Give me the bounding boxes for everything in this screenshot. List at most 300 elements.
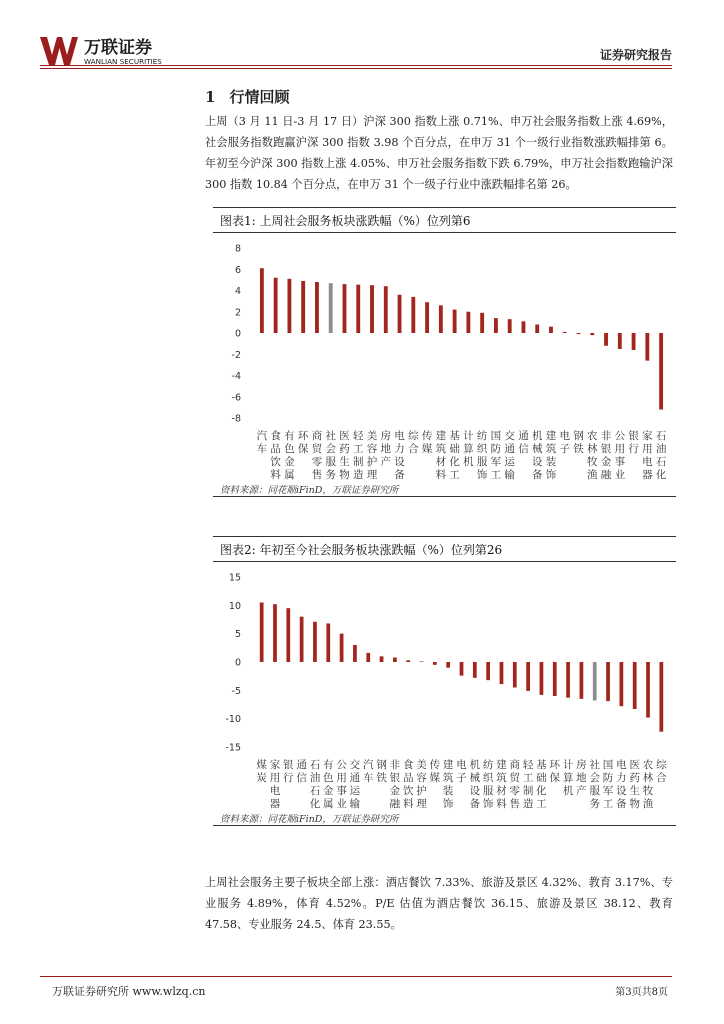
bar xyxy=(604,333,608,346)
bar xyxy=(380,656,384,662)
y-tick-label: 4 xyxy=(234,286,241,297)
x-tick-char: 林 xyxy=(587,443,598,455)
x-tick-char: 础 xyxy=(449,443,460,455)
x-tick-char: 商 xyxy=(311,430,323,442)
bar xyxy=(580,662,584,699)
bar xyxy=(420,661,424,662)
x-tick-char: 车 xyxy=(256,443,268,455)
x-tick-label xyxy=(257,430,268,455)
x-tick-char: 融 xyxy=(600,469,612,481)
bar xyxy=(535,325,539,334)
x-tick-char: 防 xyxy=(602,772,614,784)
x-tick-char: 设 xyxy=(469,785,481,797)
x-tick-char: 建 xyxy=(496,759,507,771)
x-tick-char: 材 xyxy=(496,785,507,797)
x-tick-char: 子 xyxy=(559,443,570,455)
bar xyxy=(326,623,330,662)
bar xyxy=(553,662,557,696)
x-tick-label xyxy=(296,759,307,784)
x-tick-char: 械 xyxy=(469,772,481,784)
x-tick-char: 生 xyxy=(339,456,350,468)
x-tick-char: 售 xyxy=(311,469,323,481)
x-tick-char: 合 xyxy=(408,443,419,455)
x-tick-char: 防 xyxy=(490,443,502,455)
section-title-text: 行情回顾 xyxy=(229,88,290,106)
bar xyxy=(494,318,498,333)
x-tick-char: 药 xyxy=(339,443,350,455)
x-tick-label xyxy=(550,759,561,784)
x-tick-char: 国 xyxy=(490,430,502,442)
x-tick-char: 牧 xyxy=(642,785,654,797)
bar xyxy=(513,662,517,688)
x-tick-label xyxy=(449,429,460,481)
x-tick-char: 业 xyxy=(614,469,626,481)
x-tick-char: 生 xyxy=(629,785,640,797)
x-tick-char: 环 xyxy=(549,759,561,771)
x-tick-char: 钢 xyxy=(376,759,387,771)
x-tick-char: 社 xyxy=(589,759,600,771)
x-tick-char: 工 xyxy=(353,443,364,455)
footer-divider xyxy=(40,976,672,977)
x-tick-char: 铁 xyxy=(573,443,584,455)
chart-weekly-change xyxy=(213,207,676,497)
bar xyxy=(343,284,347,333)
report-type-label: 证券研究报告 xyxy=(599,48,672,62)
x-tick-char: 会 xyxy=(325,443,336,455)
x-tick-label xyxy=(416,758,427,810)
x-tick-char: 备 xyxy=(394,469,405,481)
x-tick-label xyxy=(376,758,387,784)
x-tick-char: 化 xyxy=(655,469,667,481)
x-tick-char: 事 xyxy=(614,456,626,468)
x-tick-label xyxy=(298,430,309,455)
x-tick-char: 饰 xyxy=(545,469,557,481)
x-tick-char: 备 xyxy=(531,469,543,481)
x-tick-label xyxy=(496,758,507,810)
x-tick-char: 油 xyxy=(309,772,321,784)
x-tick-char: 炭 xyxy=(256,772,267,784)
x-tick-char: 筑 xyxy=(442,772,454,784)
x-tick-label xyxy=(603,759,614,810)
x-tick-label xyxy=(443,758,454,810)
x-tick-char: 用 xyxy=(336,772,347,784)
x-tick-label xyxy=(284,429,295,481)
x-tick-label xyxy=(576,758,587,797)
x-tick-char: 金 xyxy=(323,785,334,797)
x-tick-char: 工 xyxy=(522,772,534,784)
x-tick-char: 容 xyxy=(366,443,378,455)
bar xyxy=(618,333,622,349)
x-tick-label xyxy=(510,758,521,810)
bar xyxy=(433,662,437,665)
x-tick-label xyxy=(587,429,598,481)
x-tick-char: 售 xyxy=(509,798,521,810)
x-tick-char: 零 xyxy=(509,785,521,797)
x-tick-label xyxy=(616,758,627,810)
x-tick-char: 公 xyxy=(614,430,626,442)
x-tick-char: 家 xyxy=(642,430,653,442)
x-tick-char: 服 xyxy=(476,456,488,468)
bar xyxy=(370,285,374,333)
footer-left: 万联证券研究所 www.wlzq.cn xyxy=(52,985,206,998)
x-tick-char: 环 xyxy=(297,430,309,442)
x-tick-char: 物 xyxy=(629,798,640,810)
x-tick-char: 渔 xyxy=(642,798,654,810)
x-tick-char: 贸 xyxy=(509,772,521,784)
x-tick-char: 属 xyxy=(323,798,334,810)
x-tick-char: 理 xyxy=(366,469,378,481)
bar xyxy=(356,285,360,333)
x-tick-char: 化 xyxy=(536,785,547,797)
x-tick-char: 交 xyxy=(349,759,361,771)
x-tick-char: 媒 xyxy=(429,772,441,784)
bar xyxy=(398,295,402,333)
bar xyxy=(633,662,637,709)
x-tick-char: 食 xyxy=(270,430,281,442)
x-tick-char: 子 xyxy=(456,772,467,784)
x-tick-char: 电 xyxy=(456,759,467,771)
x-tick-label xyxy=(363,759,374,784)
x-tick-char: 织 xyxy=(476,443,488,455)
bar xyxy=(593,662,597,700)
x-tick-char: 力 xyxy=(394,443,405,455)
x-tick-char: 贸 xyxy=(311,443,323,455)
x-tick-char: 制 xyxy=(522,785,534,797)
bar xyxy=(425,302,429,333)
bar xyxy=(313,622,317,662)
chart1-plot xyxy=(213,234,676,484)
x-tick-label xyxy=(350,758,361,810)
x-tick-char: 公 xyxy=(336,759,347,771)
bar xyxy=(466,312,470,333)
x-tick-char: 机 xyxy=(463,456,474,468)
x-tick-char: 织 xyxy=(482,772,494,784)
y-tick-label: -4 xyxy=(231,371,241,382)
x-tick-label xyxy=(656,430,667,481)
x-tick-label xyxy=(546,429,557,481)
x-tick-char: 保 xyxy=(297,443,309,455)
x-tick-label xyxy=(601,429,612,481)
x-tick-label xyxy=(563,758,574,797)
x-tick-label xyxy=(336,759,347,810)
x-tick-char: 品 xyxy=(270,443,281,455)
x-tick-char: 工 xyxy=(490,469,502,481)
x-tick-char: 事 xyxy=(336,785,347,797)
x-tick-char: 备 xyxy=(469,798,481,810)
x-tick-char: 料 xyxy=(402,798,414,810)
x-tick-char: 电 xyxy=(559,430,570,442)
x-tick-label xyxy=(536,758,547,810)
x-tick-label xyxy=(643,758,654,810)
x-tick-char: 钢 xyxy=(573,430,584,442)
chart2-plot xyxy=(213,563,676,813)
x-tick-char: 医 xyxy=(629,759,640,771)
x-tick-label xyxy=(270,429,281,481)
x-tick-char: 工 xyxy=(602,798,614,810)
bar xyxy=(287,279,291,333)
bar xyxy=(500,662,504,684)
x-tick-char: 备 xyxy=(616,798,627,810)
x-tick-char: 银 xyxy=(600,443,612,455)
x-tick-char: 轻 xyxy=(353,430,364,442)
x-tick-char: 建 xyxy=(442,759,454,771)
bar xyxy=(384,286,388,333)
header-divider xyxy=(40,65,672,66)
bar xyxy=(274,278,278,333)
x-tick-char: 纺 xyxy=(476,430,488,442)
x-tick-char: 用 xyxy=(269,772,281,784)
x-tick-char: 油 xyxy=(655,443,667,455)
x-tick-char: 饮 xyxy=(270,456,281,468)
x-tick-char: 铁 xyxy=(376,772,387,784)
x-tick-char: 工 xyxy=(536,798,547,810)
bar xyxy=(393,657,397,662)
x-tick-label xyxy=(456,758,467,784)
x-tick-char: 机 xyxy=(469,759,481,771)
bar xyxy=(590,333,594,335)
section-number: 1 xyxy=(205,88,216,106)
bar xyxy=(273,604,277,662)
x-tick-label xyxy=(629,759,640,810)
x-tick-char: 信 xyxy=(296,772,307,784)
x-tick-char: 服 xyxy=(325,456,336,468)
x-tick-char: 电 xyxy=(269,785,281,797)
bar xyxy=(260,603,264,663)
logo-cn-text: 万联证券 xyxy=(84,38,152,58)
x-tick-label xyxy=(463,429,474,468)
x-tick-char: 输 xyxy=(349,798,361,810)
x-tick-char: 物 xyxy=(339,469,350,481)
chart2-title: 图表2: 年初至今社会服务板块涨跌幅（%）位列第26 xyxy=(220,543,503,557)
x-tick-char: 工 xyxy=(449,469,460,481)
x-tick-label xyxy=(470,758,481,810)
bar xyxy=(329,283,333,333)
x-tick-char: 银 xyxy=(628,430,639,442)
x-tick-char: 基 xyxy=(449,430,460,442)
x-tick-label xyxy=(367,429,378,481)
x-tick-char: 算 xyxy=(562,772,574,784)
x-tick-char: 服 xyxy=(589,785,600,797)
x-tick-label xyxy=(310,759,321,810)
x-tick-label xyxy=(504,429,515,481)
x-tick-char: 银 xyxy=(389,772,401,784)
bar xyxy=(486,662,490,680)
bar xyxy=(577,333,581,334)
x-tick-char: 零 xyxy=(311,456,323,468)
x-tick-char: 通 xyxy=(518,430,529,442)
x-tick-char: 运 xyxy=(349,785,361,797)
bar xyxy=(522,321,526,333)
x-tick-label xyxy=(353,430,364,481)
x-tick-char: 基 xyxy=(536,759,547,771)
x-tick-char: 食 xyxy=(402,759,414,771)
bar xyxy=(460,662,464,676)
x-tick-label xyxy=(422,429,433,455)
bar xyxy=(549,327,553,333)
x-tick-char: 农 xyxy=(642,759,654,771)
x-tick-char: 色 xyxy=(323,772,334,784)
bar xyxy=(286,608,290,662)
x-tick-char: 护 xyxy=(366,456,378,468)
x-tick-char: 行 xyxy=(628,443,639,455)
x-tick-char: 合 xyxy=(656,772,667,784)
x-tick-char: 饮 xyxy=(402,785,414,797)
x-tick-char: 算 xyxy=(463,443,474,455)
x-tick-char: 器 xyxy=(269,798,281,810)
bar xyxy=(508,319,512,333)
bar xyxy=(406,660,410,662)
x-tick-char: 产 xyxy=(576,785,587,797)
x-tick-char: 料 xyxy=(435,469,447,481)
x-tick-char: 融 xyxy=(389,798,401,810)
y-tick-label: 10 xyxy=(228,600,241,612)
x-tick-label xyxy=(491,430,502,481)
x-tick-label xyxy=(477,429,488,481)
x-tick-char: 制 xyxy=(353,456,364,468)
x-tick-char: 农 xyxy=(587,430,598,442)
x-tick-label xyxy=(615,430,626,481)
x-tick-char: 媒 xyxy=(421,443,433,455)
x-tick-char: 运 xyxy=(504,456,515,468)
chart1-title: 图表1: 上周社会服务板块涨跌幅（%）位列第6 xyxy=(220,214,471,228)
x-tick-char: 医 xyxy=(339,430,350,442)
x-tick-char: 石 xyxy=(309,759,321,771)
bar xyxy=(300,617,304,662)
x-tick-char: 地 xyxy=(576,772,587,784)
x-tick-char: 务 xyxy=(325,469,336,481)
x-tick-char: 材 xyxy=(435,456,447,468)
x-tick-label xyxy=(270,758,281,810)
x-tick-char: 通 xyxy=(504,443,515,455)
bar xyxy=(526,662,530,691)
x-tick-char: 林 xyxy=(642,772,654,784)
x-tick-char: 筑 xyxy=(435,443,447,455)
x-tick-label xyxy=(283,758,294,784)
x-tick-label xyxy=(430,758,441,784)
x-tick-char: 属 xyxy=(284,469,295,481)
x-tick-char: 机 xyxy=(562,785,574,797)
x-tick-char: 计 xyxy=(463,430,474,442)
x-tick-label xyxy=(408,429,419,455)
subsector-paragraph: 上周社会服务主要子板块全部上涨：酒店餐饮 7.33%、旅游及景区 4.32%、教育 3.17%、专业服务 4.89%，体育 4.52%。P/E 估值为酒店餐饮 36.15、旅游及景区 38.12、教育 47.58、专业服务 24.5、体育 23.55。 xyxy=(205,876,673,931)
bar xyxy=(645,333,649,361)
chart-ytd-change xyxy=(213,536,676,826)
x-tick-char: 交 xyxy=(504,430,515,442)
x-tick-label xyxy=(532,429,543,481)
bar xyxy=(646,662,650,718)
x-tick-char: 造 xyxy=(353,469,364,481)
x-tick-char: 建 xyxy=(545,430,557,442)
x-tick-label xyxy=(560,429,571,455)
x-tick-char: 机 xyxy=(531,430,543,442)
x-tick-char: 渔 xyxy=(587,469,598,481)
x-tick-char: 会 xyxy=(589,772,600,784)
y-tick-label: -10 xyxy=(225,714,241,726)
x-tick-char: 药 xyxy=(629,772,640,784)
x-tick-char: 础 xyxy=(536,772,547,784)
x-tick-char: 通 xyxy=(296,759,307,771)
x-tick-char: 保 xyxy=(549,772,561,784)
x-tick-char: 汽 xyxy=(256,430,268,442)
x-tick-char: 金 xyxy=(389,785,401,797)
y-tick-label: -6 xyxy=(231,392,241,404)
x-tick-char: 传 xyxy=(421,430,433,442)
x-tick-char: 饰 xyxy=(476,469,488,481)
chart1-title-divider xyxy=(213,232,676,233)
chart2-title-divider xyxy=(213,561,676,562)
x-tick-char: 设 xyxy=(616,785,627,797)
x-tick-char: 信 xyxy=(518,443,529,455)
x-tick-char: 品 xyxy=(402,772,414,784)
x-tick-char: 用 xyxy=(614,443,626,455)
y-tick-label: 5 xyxy=(234,629,241,641)
x-tick-label xyxy=(381,429,392,468)
bar xyxy=(473,662,477,678)
x-tick-char: 计 xyxy=(562,759,574,771)
x-tick-char: 筑 xyxy=(496,772,507,784)
x-tick-label xyxy=(518,430,529,455)
x-tick-char: 通 xyxy=(349,772,361,784)
x-tick-char: 房 xyxy=(380,430,392,442)
x-tick-char: 服 xyxy=(482,785,494,797)
x-tick-char: 房 xyxy=(576,759,587,771)
y-tick-label: 2 xyxy=(234,307,241,319)
x-tick-char: 电 xyxy=(642,456,653,468)
x-tick-char: 饰 xyxy=(442,798,454,810)
x-tick-char: 石 xyxy=(655,456,667,468)
x-tick-char: 综 xyxy=(656,759,667,771)
x-tick-char: 汽 xyxy=(362,759,374,771)
x-tick-char: 理 xyxy=(416,798,427,810)
x-tick-label xyxy=(323,758,334,810)
x-tick-char: 非 xyxy=(389,759,401,771)
x-tick-char: 容 xyxy=(416,772,427,784)
bar xyxy=(480,313,484,333)
x-tick-char: 商 xyxy=(509,759,521,771)
bar xyxy=(340,634,344,662)
footer-page-number: 第3页共8页 xyxy=(615,987,668,998)
bar xyxy=(366,653,370,662)
x-tick-char: 护 xyxy=(416,785,427,797)
y-tick-label: -8 xyxy=(231,413,241,425)
bar xyxy=(315,282,319,333)
x-tick-char: 金 xyxy=(284,456,295,468)
y-tick-label: 6 xyxy=(234,264,241,276)
x-tick-char: 牧 xyxy=(587,456,598,468)
x-tick-label xyxy=(394,429,405,481)
x-tick-char: 设 xyxy=(531,456,543,468)
y-tick-label: -15 xyxy=(225,742,241,754)
x-tick-char: 电 xyxy=(616,759,627,771)
bar xyxy=(566,662,570,698)
x-tick-char: 料 xyxy=(496,798,507,810)
x-tick-char: 有 xyxy=(284,430,295,442)
x-tick-char: 纺 xyxy=(482,759,494,771)
x-tick-char: 有 xyxy=(323,759,334,771)
x-tick-char: 产 xyxy=(380,456,392,468)
x-tick-char: 非 xyxy=(600,430,612,442)
wanlian-logo xyxy=(40,33,200,67)
bar xyxy=(446,662,450,668)
y-tick-label: 0 xyxy=(234,657,241,669)
logo-en-text: WANLIAN SECURITIES xyxy=(84,57,162,66)
market-review-paragraph: 上周（3 月 11 日-3 月 17 日）沪深 300 指数上涨 0.71%、申万社会服务指数上涨 4.69%，社会服务指数跑赢沪深 300 指数 3.98 个百分点，在申万 31 个一级行业指数涨跌幅排第 6。年初至今沪深 300 指数上涨 4.05%、申万社会服务指数下跌 6.79%，申万社会指数跑输沪深 300 指数 10.84 个百分点，在申万 31 个一级子行业中涨跌幅排名第 26。 xyxy=(205,115,673,191)
x-tick-char: 军 xyxy=(602,785,614,797)
x-tick-char: 务 xyxy=(589,798,600,810)
x-tick-char: 业 xyxy=(336,798,347,810)
x-tick-char: 社 xyxy=(325,430,336,442)
y-tick-label: -5 xyxy=(231,685,241,697)
